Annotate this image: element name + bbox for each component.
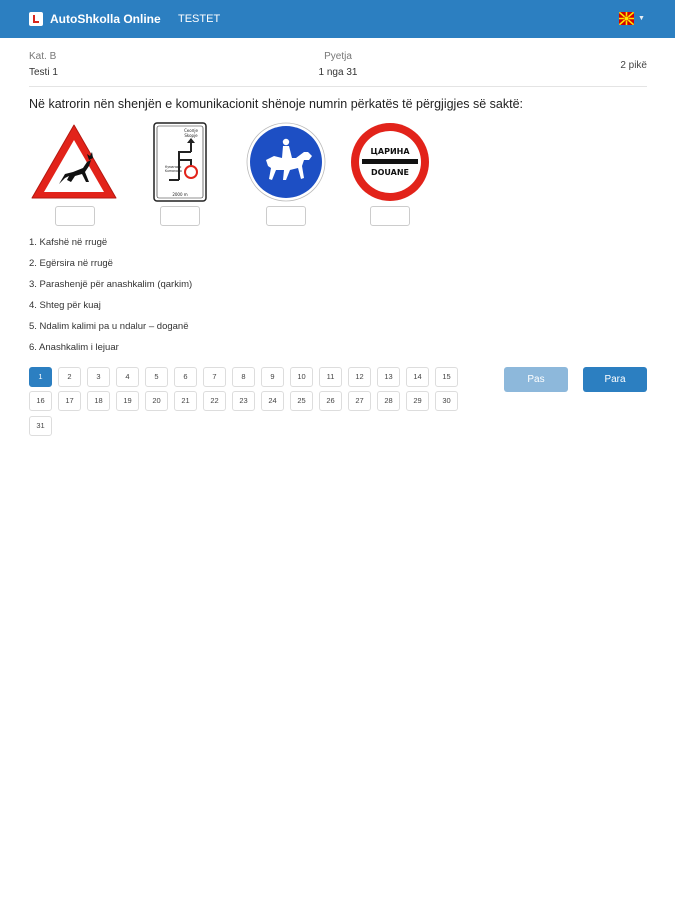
svg-text:ЦАРИНА: ЦАРИНА: [370, 147, 410, 156]
answer-box-4[interactable]: [370, 206, 410, 226]
svg-text:DOUANE: DOUANE: [370, 168, 410, 177]
test-info-row: [29, 49, 647, 83]
page-button-22[interactable]: 22: [203, 391, 226, 411]
svg-text:Куманово: Куманово: [165, 165, 182, 169]
prev-button[interactable]: Pas: [504, 367, 568, 392]
answer-box-3[interactable]: [266, 206, 306, 226]
nav-link-tests[interactable]: TESTET: [178, 13, 221, 25]
next-button[interactable]: Para: [583, 367, 647, 392]
answer-box-1[interactable]: [55, 206, 95, 226]
page-button-5[interactable]: 5: [145, 367, 168, 387]
question-progress: 1 nga 31: [318, 67, 358, 78]
brand-link[interactable]: [29, 10, 161, 28]
question-label: Pyetja: [324, 51, 352, 62]
page-button-27[interactable]: 27: [348, 391, 371, 411]
top-navbar: [0, 0, 675, 38]
page-button-3[interactable]: 3: [87, 367, 110, 387]
chevron-down-icon: ▼: [638, 15, 645, 22]
page-button-17[interactable]: 17: [58, 391, 81, 411]
deer-warning-sign-icon: [29, 122, 119, 202]
page-button-26[interactable]: 26: [319, 391, 342, 411]
language-dropdown[interactable]: [619, 12, 645, 25]
test-name: Testi 1: [29, 67, 58, 78]
page-button-11[interactable]: 11: [319, 367, 342, 387]
roundabout-direction-sign-icon: [153, 122, 207, 202]
page-button-13[interactable]: 13: [377, 367, 400, 387]
page-button-10[interactable]: 10: [290, 367, 313, 387]
page-button-7[interactable]: 7: [203, 367, 226, 387]
page-button-8[interactable]: 8: [232, 367, 255, 387]
page-button-14[interactable]: 14: [406, 367, 429, 387]
customs-stop-sign-icon: [350, 122, 430, 202]
page-button-21[interactable]: 21: [174, 391, 197, 411]
page-button-6[interactable]: 6: [174, 367, 197, 387]
test-info-left: [29, 49, 58, 81]
page-button-31[interactable]: 31: [29, 416, 52, 436]
answer-box-2[interactable]: [160, 206, 200, 226]
page-button-2[interactable]: 2: [58, 367, 81, 387]
divider: [29, 86, 647, 87]
learner-plate-icon: [29, 12, 43, 26]
page-button-23[interactable]: 23: [232, 391, 255, 411]
option-item: 4. Shteg për kuaj: [29, 300, 101, 311]
option-item: 6. Anashkalim i lejuar: [29, 342, 119, 353]
question-text: Në katrorin nën shenjën e komunikacionit shënoje numrin përkatës të përgjigjes së saktë:: [29, 97, 524, 111]
svg-text:Skopje: Skopje: [184, 133, 198, 138]
option-item: 5. Ndalim kalimi pa u ndalur – doganë: [29, 321, 189, 332]
options-list: [29, 236, 192, 362]
page-button-28[interactable]: 28: [377, 391, 400, 411]
macedonia-flag-icon: [619, 12, 634, 25]
page-button-4[interactable]: 4: [116, 367, 139, 387]
page-button-9[interactable]: 9: [261, 367, 284, 387]
horse-riding-path-sign-icon: [246, 122, 326, 202]
page-button-19[interactable]: 19: [116, 391, 139, 411]
brand-name: AutoShkolla Online: [50, 12, 161, 26]
points-label: 2 pikë: [620, 60, 647, 71]
test-info-progress: [309, 49, 367, 81]
page-button-20[interactable]: 20: [145, 391, 168, 411]
page-button-30[interactable]: 30: [435, 391, 458, 411]
svg-text:Kumanovo: Kumanovo: [165, 169, 182, 173]
category-label: Kat. B: [29, 51, 57, 62]
page-button-12[interactable]: 12: [348, 367, 371, 387]
svg-text:2000 m: 2000 m: [172, 192, 188, 197]
svg-text:Скопје: Скопје: [184, 128, 198, 133]
option-item: 1. Kafshë në rrugë: [29, 237, 108, 248]
page-button-1[interactable]: 1: [29, 367, 52, 387]
option-item: 2. Egërsira në rrugë: [29, 258, 113, 269]
page-button-25[interactable]: 25: [290, 391, 313, 411]
page-button-24[interactable]: 24: [261, 391, 284, 411]
page-button-16[interactable]: 16: [29, 391, 52, 411]
page-button-15[interactable]: 15: [435, 367, 458, 387]
option-item: 3. Parashenjë për anashkalim (qarkim): [29, 279, 193, 290]
page-button-18[interactable]: 18: [87, 391, 110, 411]
page-button-29[interactable]: 29: [406, 391, 429, 411]
